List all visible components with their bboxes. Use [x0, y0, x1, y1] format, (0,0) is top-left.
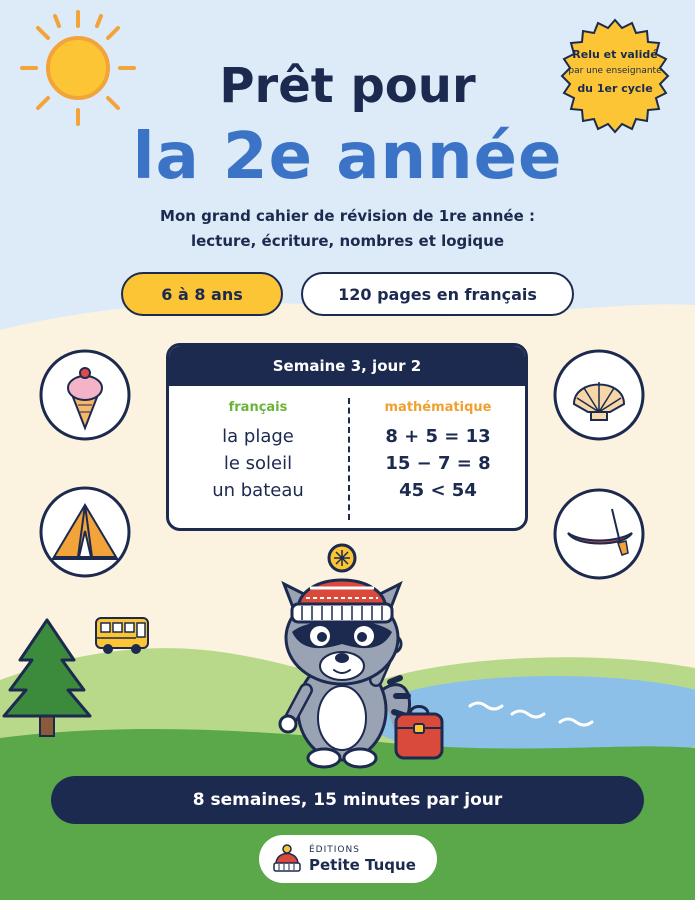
age-pill: 6 à 8 ans: [121, 272, 283, 316]
shell-icon: [552, 348, 646, 442]
math-equation: 15 − 7 = 8: [385, 453, 491, 474]
subtitle-line-1: Mon grand cahier de révision de 1re année :: [160, 207, 535, 225]
french-word: le soleil: [223, 453, 293, 474]
publisher-name: [309, 845, 416, 874]
publisher-title: Petite Tuque: [309, 855, 416, 874]
badge-line-1: Relu et validé: [572, 48, 658, 61]
canoe-icon: [552, 487, 646, 581]
backpack-icon: [392, 702, 446, 762]
french-word: la plage: [222, 426, 294, 447]
publisher-logo: [259, 835, 437, 883]
pine-tree-icon: [0, 616, 96, 740]
math-equation: 45 < 54: [399, 480, 477, 501]
french-word: un bateau: [212, 480, 304, 501]
math-equation: 8 + 5 = 13: [385, 426, 491, 447]
subtitle-line-2: lecture, écriture, nombres et logique: [190, 232, 505, 250]
math-column: [349, 400, 527, 504]
duration-banner: 8 semaines, 15 minutes par jour: [51, 776, 644, 824]
pages-pill: 120 pages en français: [301, 272, 574, 316]
title-line-1: Prêt pour: [219, 58, 476, 114]
school-bus-icon: [94, 614, 152, 658]
toque-logo-icon: [273, 844, 301, 874]
card-heading: Semaine 3, jour 2: [169, 346, 525, 386]
ice-cream-icon: [38, 348, 132, 442]
math-heading: mathématique: [384, 400, 492, 415]
french-heading: français: [228, 400, 288, 415]
badge-line-3: du 1er cycle: [577, 82, 653, 95]
title-line-2: la 2e année: [132, 120, 563, 194]
french-column: [169, 400, 347, 504]
badge-line-2: par une enseignante: [568, 66, 662, 76]
tent-icon: [38, 485, 132, 579]
publisher-small-label: ÉDITIONS: [309, 844, 360, 855]
subtitle: [100, 204, 595, 254]
lesson-card: [166, 343, 528, 531]
